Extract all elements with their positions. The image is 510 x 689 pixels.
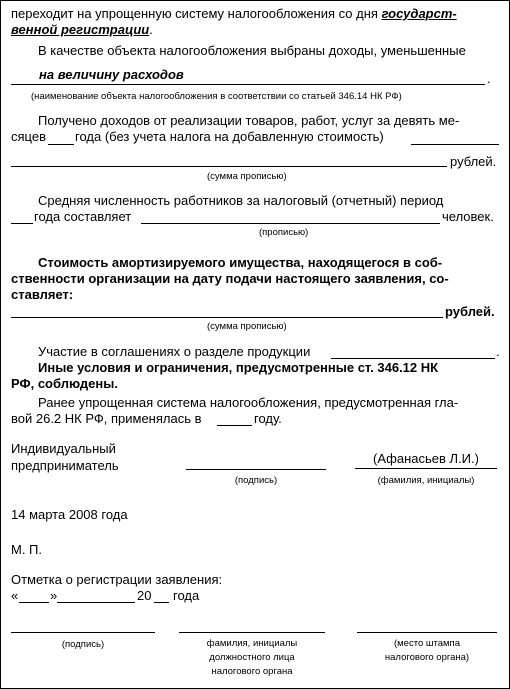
registration-century: 20 [137,588,152,603]
employees-count-field[interactable] [141,223,440,224]
registration-year-field[interactable] [154,602,169,603]
employees-year-field[interactable] [11,223,33,224]
assets-amount-field[interactable] [11,317,443,318]
registration-month-field[interactable] [57,602,135,603]
signer-name-caption: (фамилия, инициалы) [377,475,475,486]
para1-line1 [11,6,457,22]
previous-year-field[interactable] [217,425,252,426]
object-value-line [11,84,485,85]
income-months-label: сяцев [11,129,46,144]
document-date: 14 марта 2008 года [11,507,128,522]
psa-end: . [496,344,500,359]
signer-role-line2: предприниматель [11,458,119,473]
employees-line1: Средняя численность работников за налоговый (отчетный) период [38,193,444,208]
psa-text: Участие в соглашениях о разделе продукции [38,344,311,359]
para1-line2 [11,22,153,38]
state-registration-emph-2: венной регистрации [11,22,150,37]
signature-caption: (подпись) [234,475,278,486]
assets-line2: ственности организации на дату подачи настоящего заявления, со- [11,271,449,286]
para1-end: . [149,22,153,37]
stamp-caption-1: (место штампа [393,638,460,649]
state-registration-emph: государст- [381,6,457,21]
assets-unit: рублей. [445,304,495,319]
employees-line2: года составляет [34,209,132,224]
employees-unit: человек. [442,209,494,224]
signature-field[interactable] [186,469,326,470]
employees-caption: (прописью) [259,227,309,238]
conditions-line2: РФ, соблюдены. [11,376,118,391]
official-name-caption-3: налогового органа [211,666,293,677]
income-amount-field-tail[interactable] [411,144,499,145]
assets-caption: (сумма прописью) [207,321,287,332]
object-end: . [487,71,491,86]
previous-line2: вой 26.2 НК РФ, применялась в [11,411,202,426]
official-name-field[interactable] [179,632,325,633]
official-signature-field[interactable] [11,632,155,633]
official-name-caption-2: должностного лица [209,652,295,663]
object-text: В качестве объекта налогообложения выбраны доходы, уменьшенные [38,43,466,58]
conditions-line1: Иные условия и ограничения, предусмотренные ст. 346.12 НК [38,360,439,375]
object-value[interactable]: на величину расходов [39,67,184,82]
signer-name: (Афанасьев Л.И.) [373,451,479,466]
registration-day-field[interactable] [19,602,49,603]
previous-end: году. [254,411,282,426]
income-line2-text: года (без учета налога на добавленную стоимость) [75,129,384,144]
psa-field[interactable] [331,358,495,359]
object-caption: (наименование объекта налогообложения в соответствии со статьей 346.14 НК РФ) [31,91,402,102]
official-name-caption-1: фамилия, инициалы [206,638,298,649]
income-caption: (сумма прописью) [207,171,287,182]
para1-text: переходит на упрощенную систему налогообложения со дня [11,6,382,21]
assets-line1: Стоимость амортизируемого имущества, находящегося в соб- [38,255,443,270]
stamp-field[interactable] [357,632,497,633]
registration-title: Отметка о регистрации заявления: [11,572,223,587]
official-signature-caption: (подпись) [61,639,105,650]
stamp-caption-2: налогового органа) [384,652,470,663]
seal-place: М. П. [11,542,43,557]
assets-line3: ставляет: [11,287,74,302]
signer-name-line [355,468,497,469]
registration-open-quote: « [11,588,19,603]
income-year-field[interactable] [48,144,74,145]
income-unit: рублей. [450,154,497,169]
signer-role-line1: Индивидуальный [11,441,116,456]
registration-close-quote: » [50,588,58,603]
income-amount-field[interactable] [11,166,447,167]
registration-year-word: года [173,588,200,603]
previous-line1: Ранее упрощенная система налогообложения, предусмотренная гла- [38,395,459,410]
income-line1: Получено доходов от реализации товаров, работ, услуг за девять ме- [38,113,460,128]
